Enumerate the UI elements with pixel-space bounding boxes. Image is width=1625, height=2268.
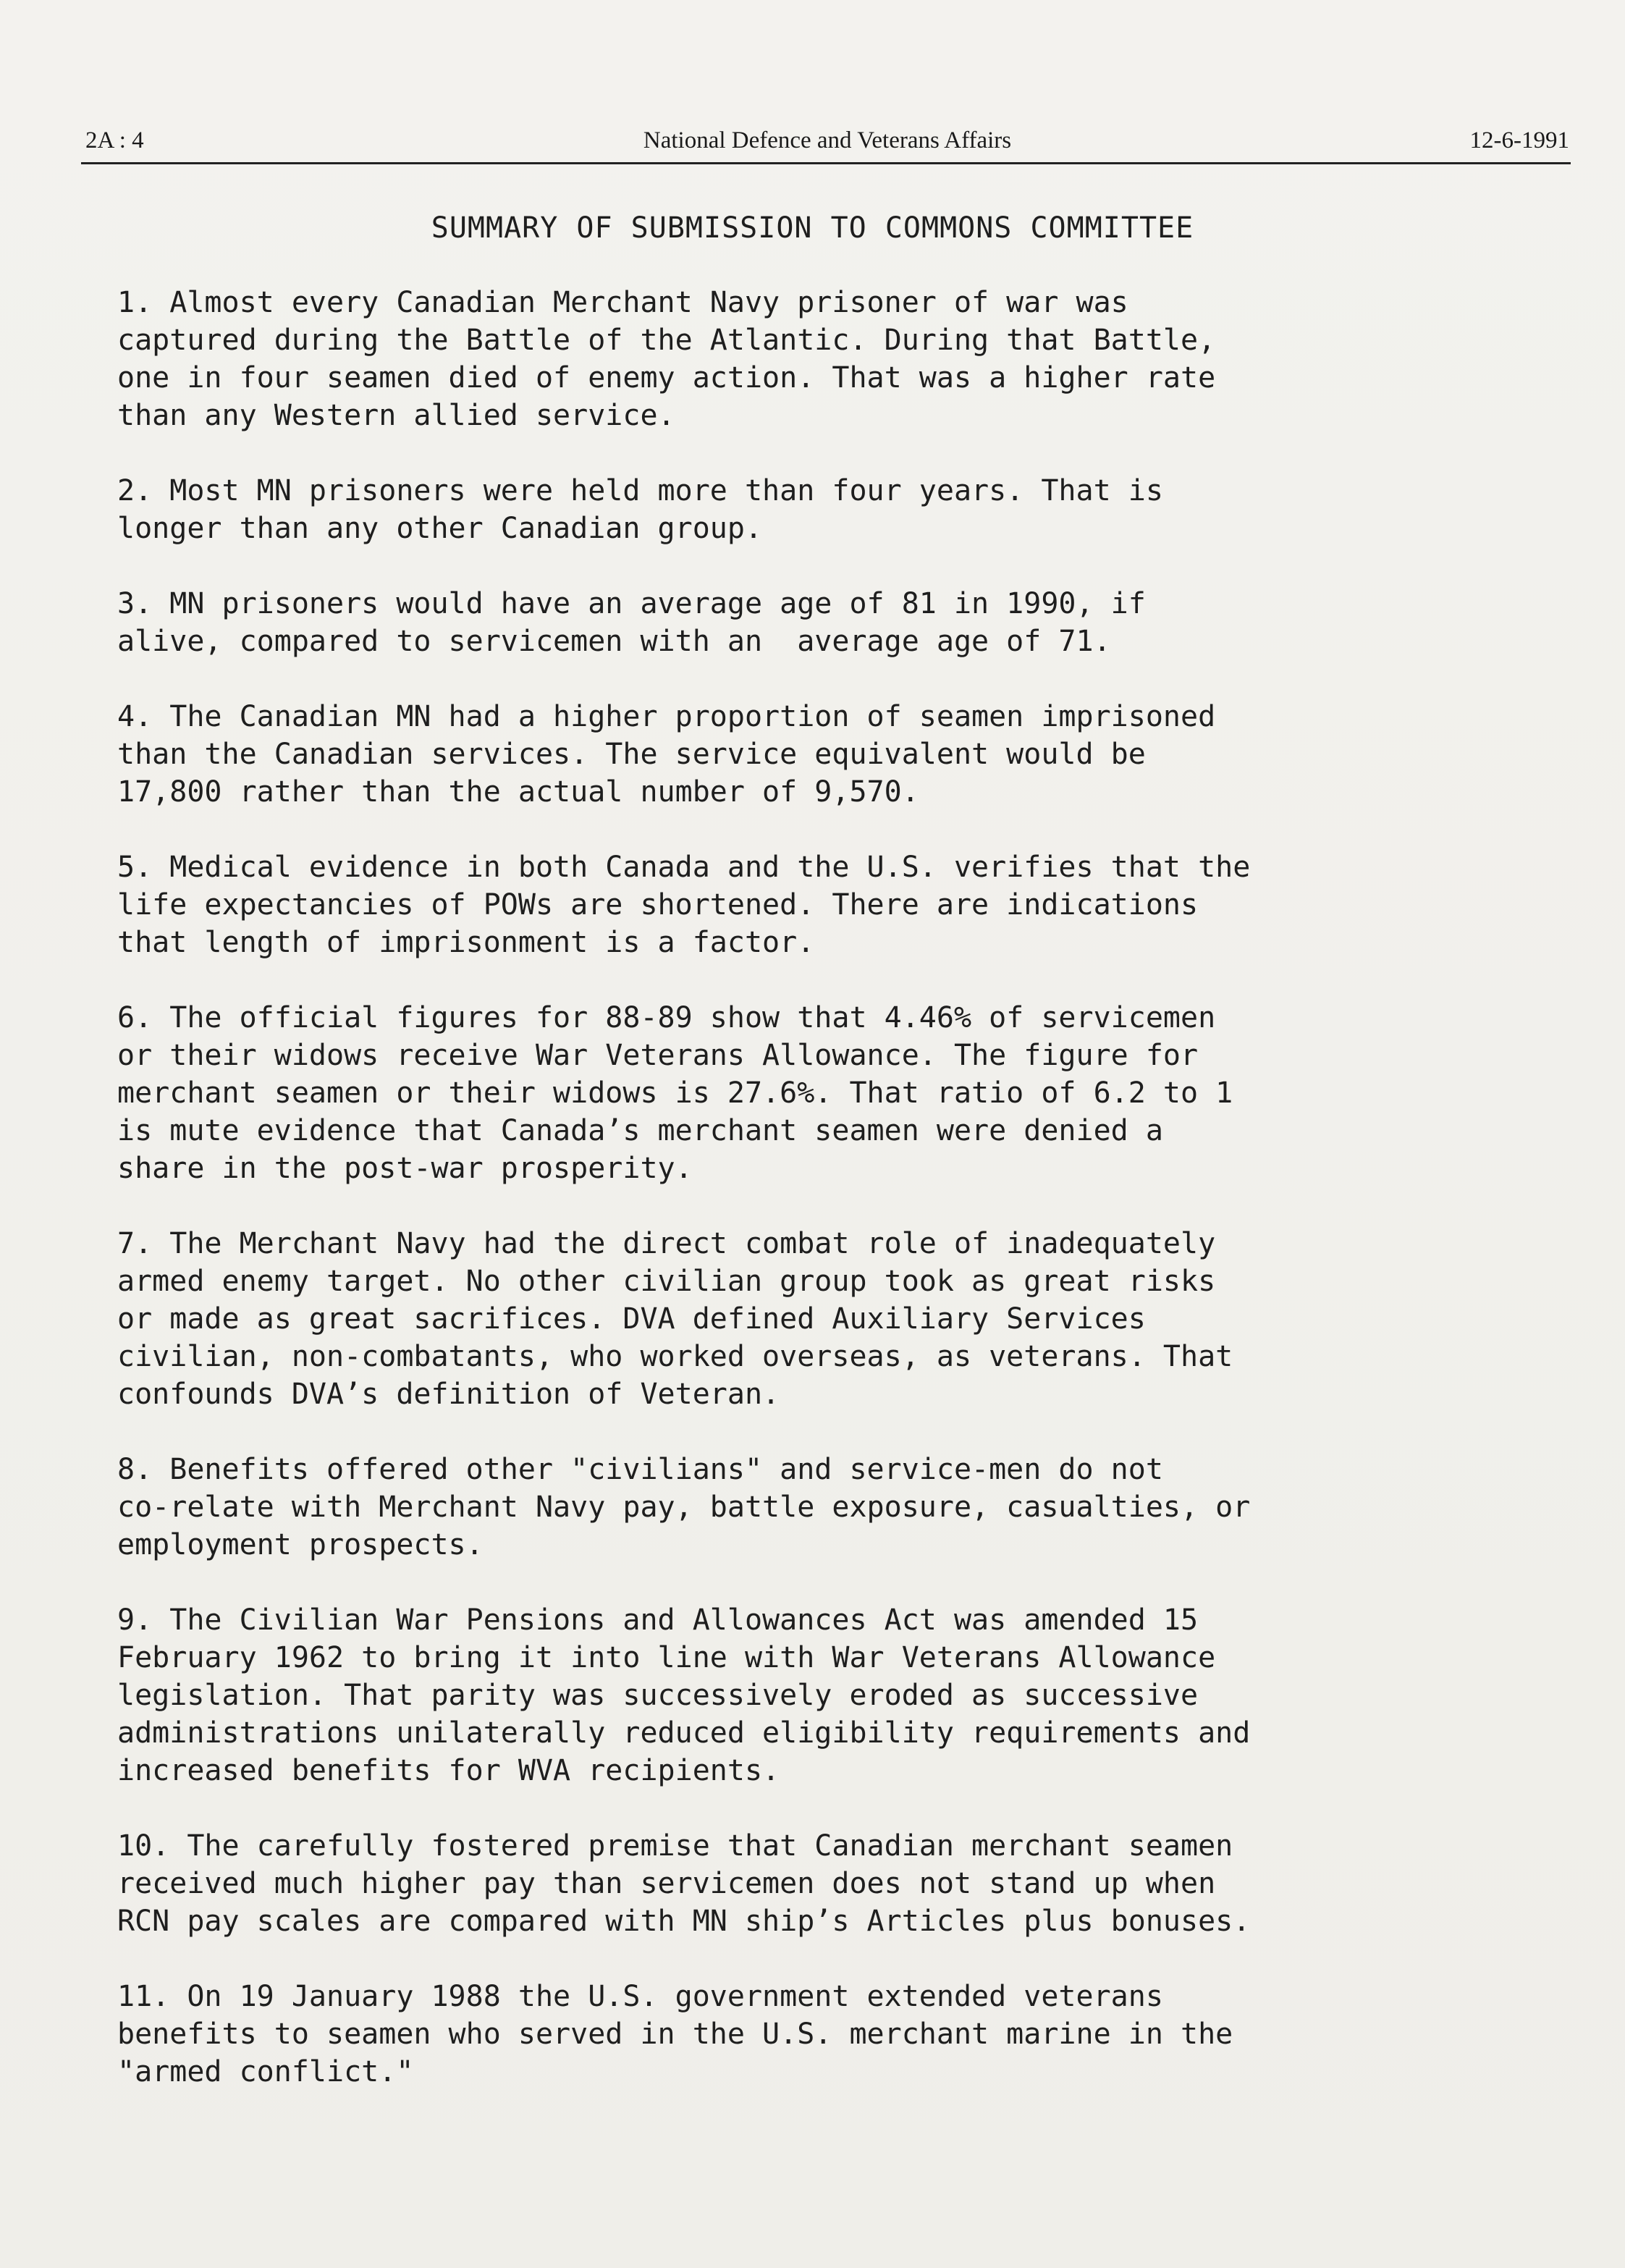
text-line: longer than any other Canadian group. — [117, 512, 763, 545]
text-line: captured during the Battle of the Atlantic. During that Battle, — [117, 324, 1216, 357]
text-line: 1. Almost every Canadian Merchant Navy prisoner of war was — [117, 286, 1128, 319]
text-line: alive, compared to servicemen with an average age of 71. — [117, 625, 1111, 658]
text-line: 3. MN prisoners would have an average age of 81 in 1990, if — [117, 587, 1146, 620]
text-line: 11. On 19 January 1988 the U.S. government extended veterans — [117, 1980, 1163, 2013]
text-line: or their widows receive War Veterans Allowance. The figure for — [117, 1039, 1199, 1072]
text-line: February 1962 to bring it into line with War Veterans Allowance — [117, 1641, 1216, 1674]
paragraph-2 — [117, 472, 1565, 547]
paragraph-1 — [117, 284, 1565, 434]
publication-date: 12-6-1991 — [1469, 127, 1569, 153]
text-line: 17,800 rather than the actual number of 9,570. — [117, 775, 919, 809]
paragraph-3 — [117, 585, 1565, 660]
text-line: employment prospects. — [117, 1528, 484, 1561]
paragraph-4 — [117, 698, 1565, 811]
publication-title: National Defence and Veterans Affairs — [643, 127, 1012, 153]
paragraph-11 — [117, 1978, 1565, 2091]
text-line: received much higher pay than servicemen does not stand up when — [117, 1867, 1216, 1900]
text-line: administrations unilaterally reduced eligibility requirements and — [117, 1716, 1251, 1750]
header-rule — [81, 162, 1571, 164]
text-line: legislation. That parity was successively eroded as successive — [117, 1679, 1199, 1712]
text-line: 8. Benefits offered other "civilians" and service-men do not — [117, 1453, 1163, 1486]
text-line: "armed conflict." — [117, 2055, 414, 2088]
text-line: 7. The Merchant Navy had the direct combat role of inadequately — [117, 1227, 1216, 1260]
page-header — [85, 127, 1569, 161]
paragraph-9 — [117, 1601, 1565, 1789]
text-line: co-relate with Merchant Navy pay, battle exposure, casualties, or — [117, 1491, 1251, 1524]
paragraph-6 — [117, 999, 1565, 1187]
text-line: or made as great sacrifices. DVA defined Auxiliary Services — [117, 1302, 1146, 1336]
text-line: life expectancies of POWs are shortened. There are indications — [117, 888, 1199, 922]
text-line: 4. The Canadian MN had a higher proportion of seamen imprisoned — [117, 700, 1216, 733]
text-line: share in the post-war prosperity. — [117, 1152, 693, 1185]
paragraph-10 — [117, 1827, 1565, 1940]
text-line: that length of imprisonment is a factor. — [117, 926, 815, 959]
text-line: merchant seamen or their widows is 27.6%. That ratio of 6.2 to 1 — [117, 1076, 1233, 1110]
document-title: SUMMARY OF SUBMISSION TO COMMONS COMMITTEE — [431, 211, 1194, 245]
paragraph-8 — [117, 1451, 1565, 1564]
text-line: civilian, non-combatants, who worked overseas, as veterans. That — [117, 1340, 1233, 1373]
paragraph-5 — [117, 848, 1565, 961]
text-line: 5. Medical evidence in both Canada and the U.S. verifies that the — [117, 851, 1251, 884]
text-line: 10. The carefully fostered premise that Canadian merchant seamen — [117, 1829, 1233, 1863]
text-line: confounds DVA’s definition of Veteran. — [117, 1378, 780, 1411]
paragraph-7 — [117, 1225, 1565, 1413]
text-line: RCN pay scales are compared with MN ship’s Articles plus bonuses. — [117, 1905, 1251, 1938]
text-line: than any Western allied service. — [117, 399, 675, 432]
text-line: benefits to seamen who served in the U.S. merchant marine in the — [117, 2018, 1233, 2051]
text-line: one in four seamen died of enemy action. That was a higher rate — [117, 361, 1216, 395]
text-line: 6. The official figures for 88-89 show that 4.46% of servicemen — [117, 1001, 1216, 1034]
text-line: armed enemy target. No other civilian group took as great risks — [117, 1265, 1216, 1298]
page-number: 2A : 4 — [85, 127, 144, 153]
text-line: than the Canadian services. The service equivalent would be — [117, 738, 1146, 771]
text-line: is mute evidence that Canada’s merchant seamen were denied a — [117, 1114, 1163, 1147]
text-line: 2. Most MN prisoners were held more than four years. That is — [117, 474, 1163, 507]
text-line: 9. The Civilian War Pensions and Allowances Act was amended 15 — [117, 1603, 1199, 1637]
text-line: increased benefits for WVA recipients. — [117, 1754, 780, 1787]
document-body — [117, 284, 1565, 2128]
